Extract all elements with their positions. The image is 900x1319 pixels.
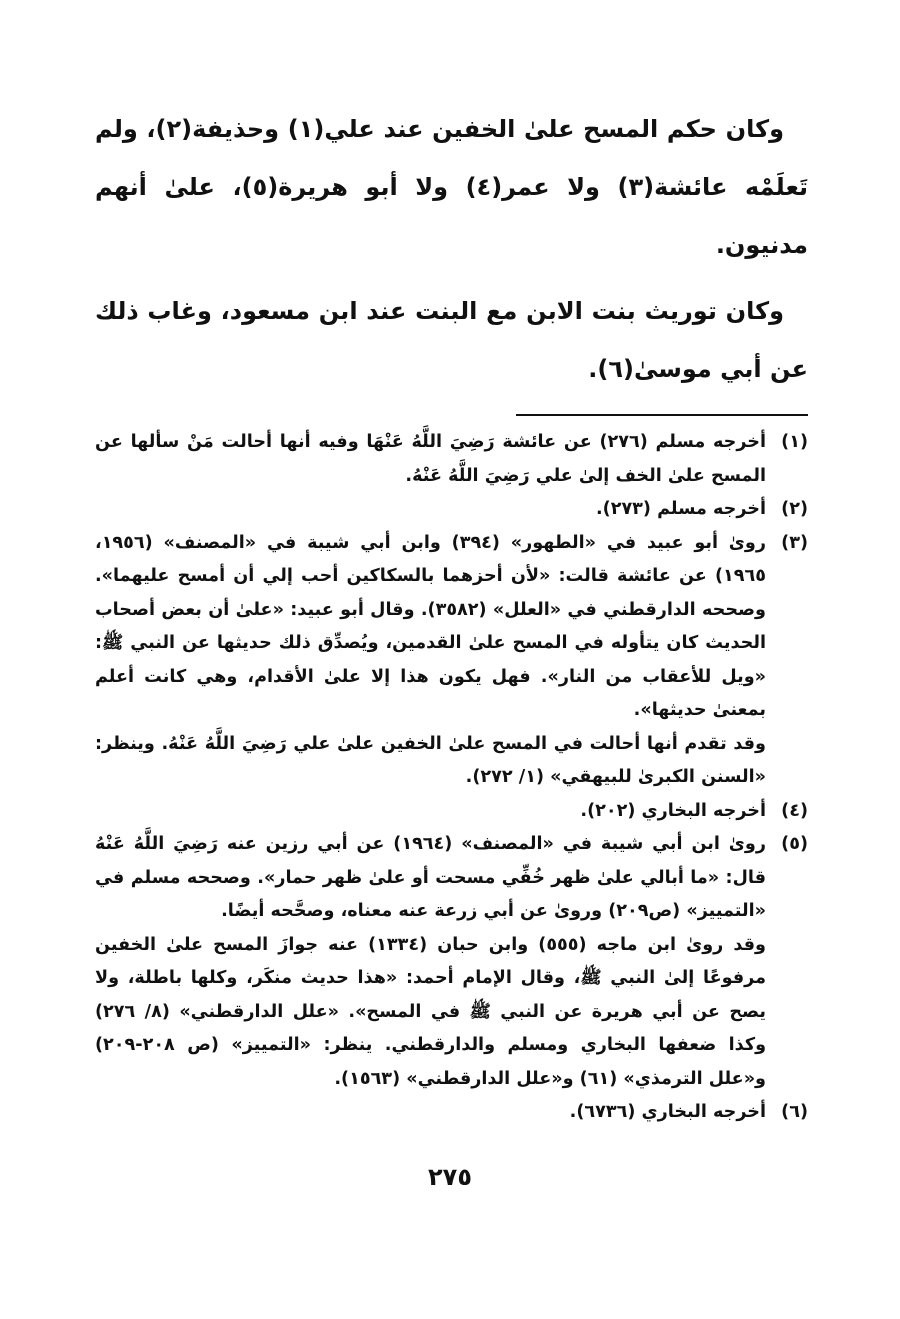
footnote-text	[95, 493, 766, 527]
footnote	[95, 1096, 808, 1130]
body-paragraph: وكان حكم المسح علىٰ الخفين عند علي(١) وحذيفة(٢)، ولم تَعلَمْه عائشة(٣) ولا عمر(٤) ولا أبو هريرة(٥)، علىٰ أنهم مدنيون.	[95, 115, 809, 259]
footnote-number: (٤)	[781, 800, 808, 821]
footnote-number: (٣)	[781, 532, 808, 553]
footnote-text	[95, 426, 766, 493]
footnote-paragraph: رویٰ أبو عبيد في «الطهور» (٣٩٤) وابن أبي شيبة في «المصنف» (١٩٥٦، ١٩٦٥) عن عائشة قالت: «لأن أحزهما بالسكاكين أحب إلي أن أمسح عليهما». وصححه الدارقطني في «العلل» (٣٥٨٢). وقال أبو عبيد: «علىٰ أن بعض أصحاب الحديث كان يتأوله في المسح علىٰ القدمين، ويُصدِّق ذلك حديثها عن النبي ﷺ: «ويل للأعقاب من النار». فهل يكون هذا إلا علىٰ الأقدام، وهي كانت أعلم بمعنىٰ حديثها».	[95, 532, 766, 720]
footnote-text	[95, 1096, 766, 1130]
footnote	[95, 527, 808, 795]
footnote-paragraph: أخرجه البخاري (٦٧٣٦).	[569, 1102, 766, 1122]
page-number: ٢٧٥	[428, 1163, 472, 1191]
footnote	[95, 493, 808, 527]
footnote	[95, 828, 808, 1096]
footnote-text	[95, 828, 766, 1096]
footnote-paragraph: أخرجه البخاري (٢٠٢).	[580, 800, 766, 821]
page-content	[95, 100, 808, 1260]
main-text	[95, 100, 808, 398]
footnote-paragraph: أخرجه مسلم (٢٧٣).	[595, 499, 766, 519]
footnote	[95, 795, 808, 829]
footnote-number: (٦)	[781, 1102, 808, 1122]
separator-line	[516, 414, 808, 416]
footnote-number: (٢)	[781, 499, 808, 519]
footnote-separator	[95, 406, 808, 426]
footnote-paragraph: أخرجه مسلم (٢٧٦) عن عائشة رَضِيَ اللَّهُ عَنْهَا وفيه أنها أحالت مَنْ سألها عن المسح علىٰ الخف إلىٰ علي رَضِيَ اللَّهُ عَنْهُ.	[95, 432, 766, 486]
footnote-paragraph: وقد روىٰ ابن ماجه (٥٥٥) وابن حبان (١٣٣٤) عنه جوازَ المسح علىٰ الخفين مرفوعًا إلىٰ النبي ﷺ، وقال الإمام أحمد: «هذا حديث منكَر، وكلها باطلة، ولا يصح عن أبي هريرة عن النبي ﷺ في المسح». «علل الدارقطني» (٨/ ٢٧٦) وكذا ضعفها البخاري ومسلم والدارقطني. ينظر: «التمييز» (ص ٢٠٨-٢٠٩) و«علل الترمذي» (٦١) و«علل الدارقطني» (١٥٦٣).	[95, 934, 766, 1089]
footnote	[95, 426, 808, 493]
footnotes	[95, 426, 808, 1130]
footnote-paragraph: رویٰ ابن أبي شيبة في «المصنف» (١٩٦٤) عن أبي رزين عنه رَضِيَ اللَّهُ عَنْهُ قال: «ما أبالي علىٰ ظهر خُفِّي مسحت أو علىٰ ظهر حمار». وصححه مسلم في «التمييز» (ص٢٠٩) وروىٰ عن أبي زرعة عنه معناه، وصحَّحه أيضًا.	[95, 834, 766, 921]
footnote-number: (١)	[781, 432, 808, 452]
footnote-text	[95, 527, 766, 795]
footnote-text	[95, 795, 766, 829]
body-paragraph: وكان توريث بنت الابن مع البنت عند ابن مسعود، وغاب ذلك عن أبي موسىٰ(٦).	[95, 297, 808, 383]
footnote-number: (٥)	[781, 834, 808, 854]
footnote-paragraph: وقد تقدم أنها أحالت في المسح علىٰ الخفين علىٰ علي رَضِيَ اللَّهُ عَنْهُ. وينظر: «السنن الكبرىٰ للبيهقي» (١/ ٢٧٢).	[95, 733, 766, 787]
